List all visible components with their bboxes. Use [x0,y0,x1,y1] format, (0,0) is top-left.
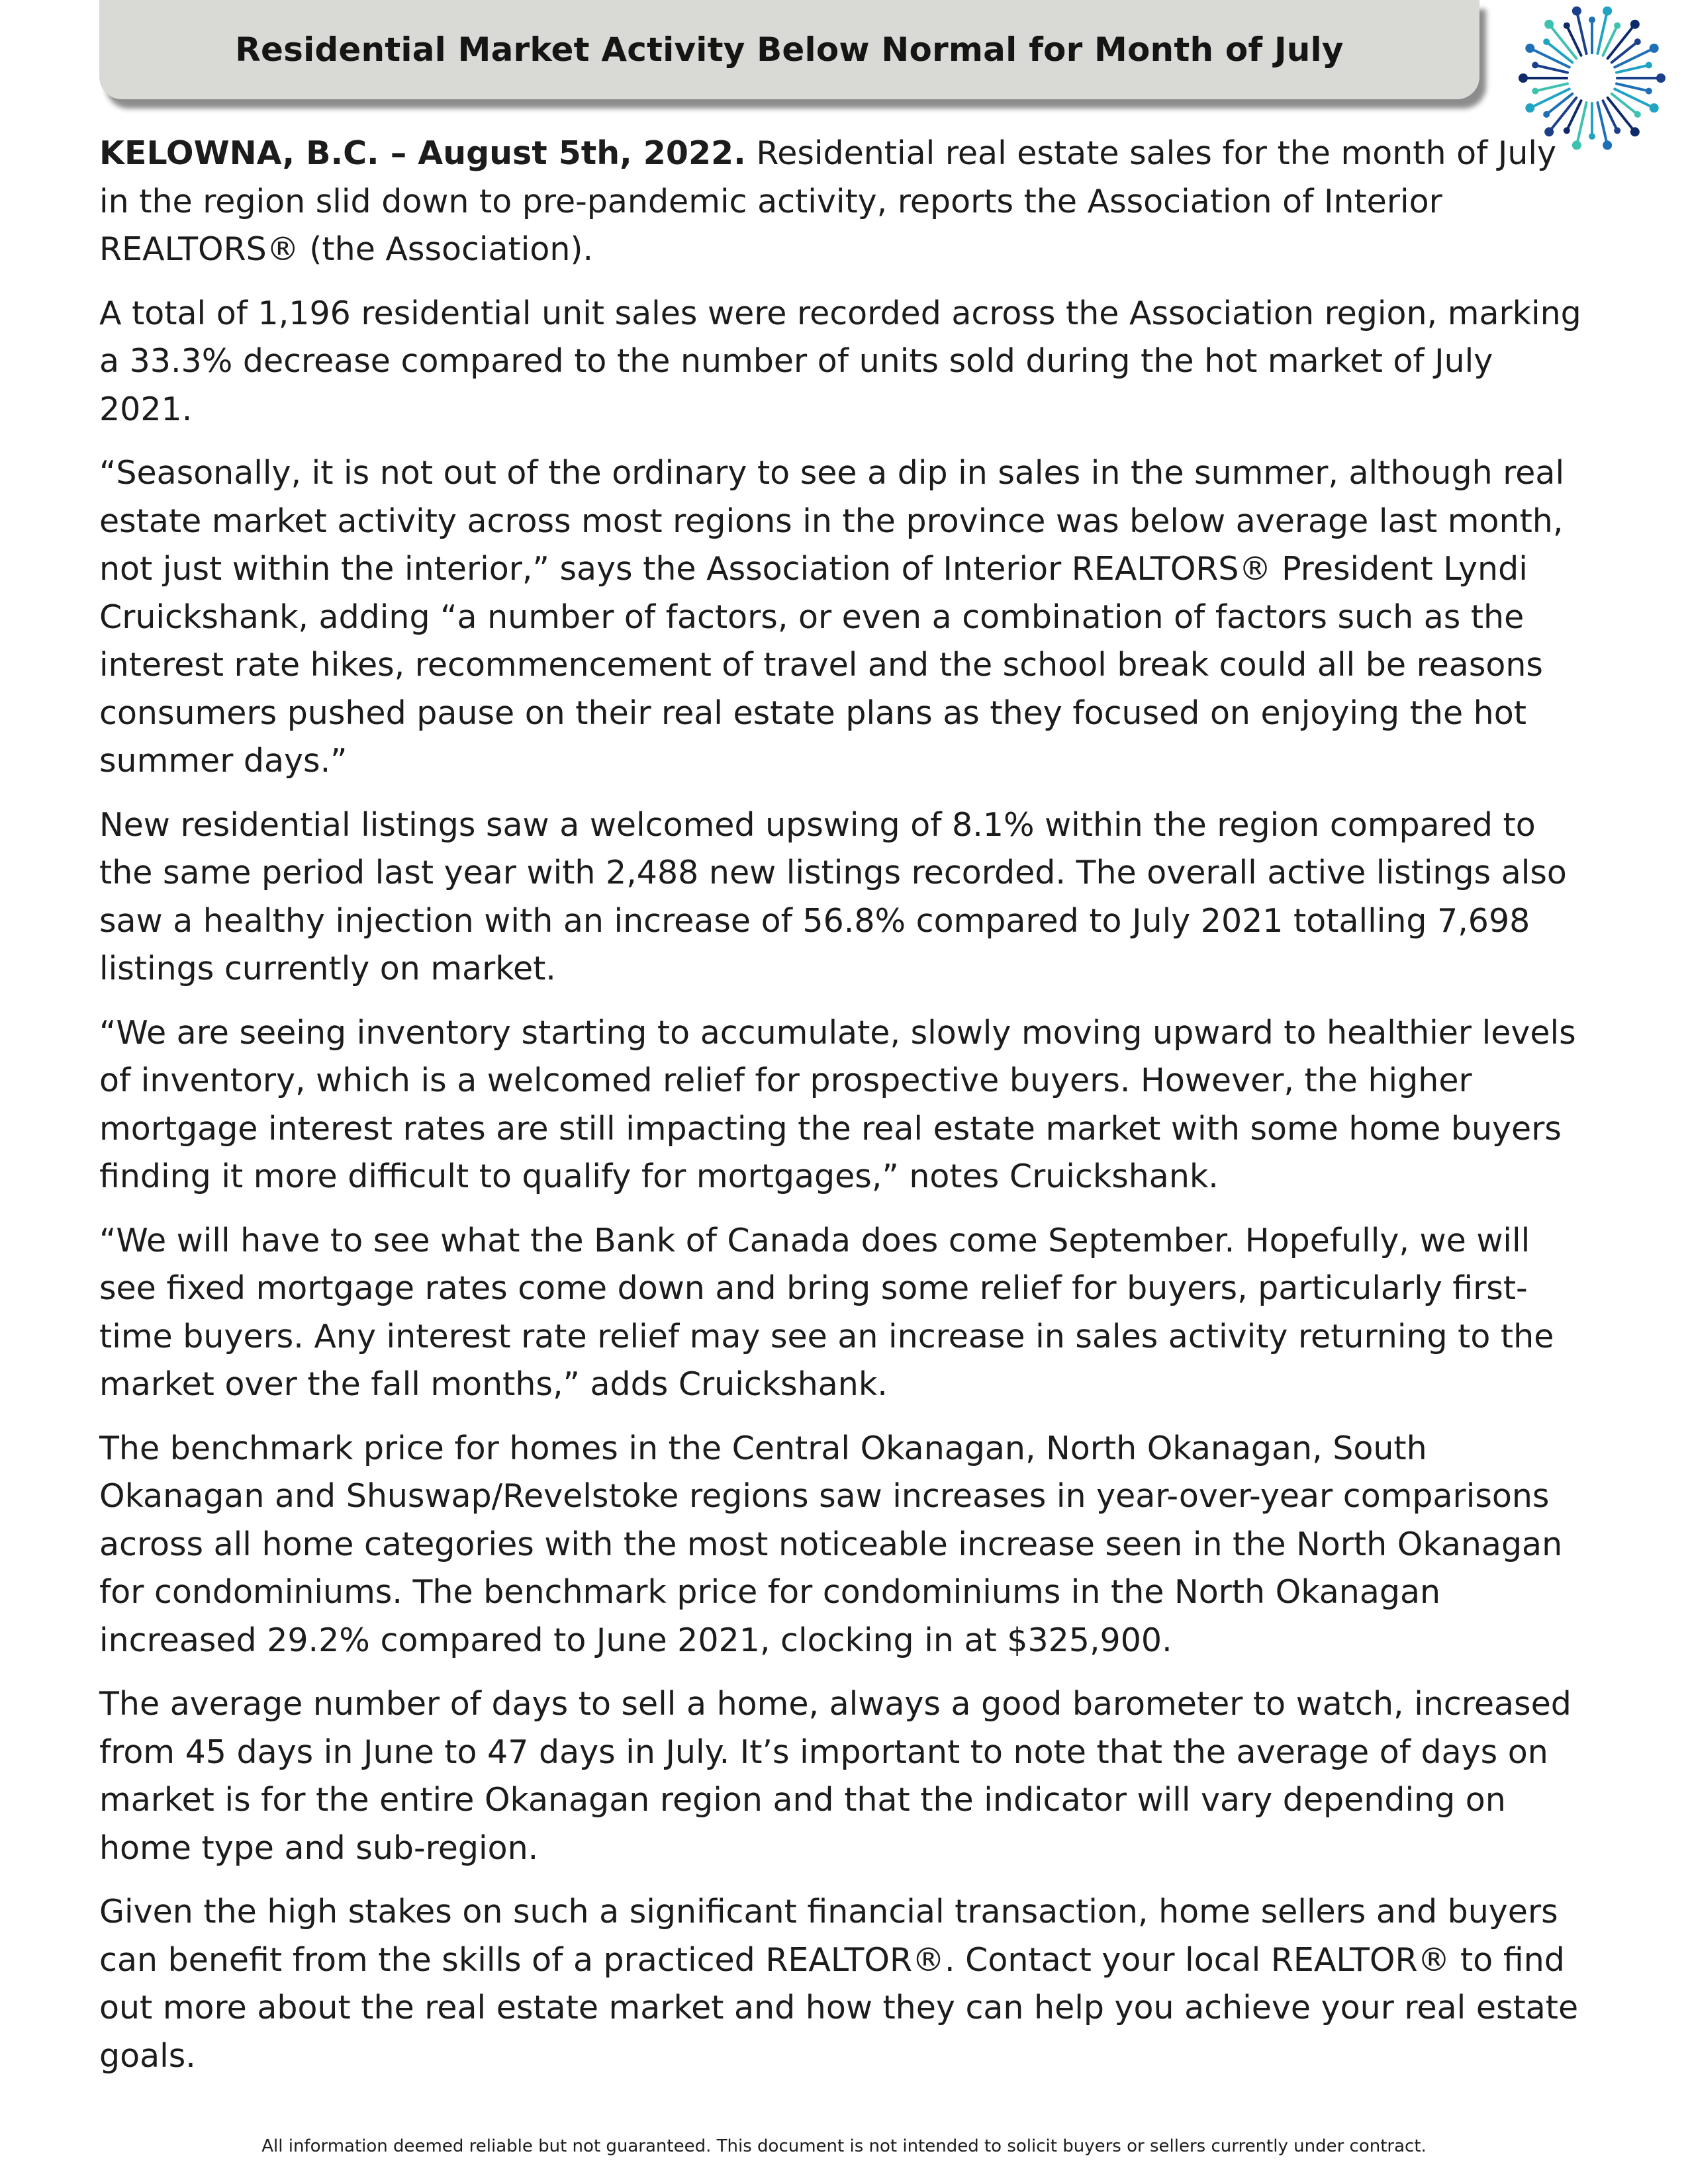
page-title: Residential Market Activity Below Normal for Month of July [235,30,1344,69]
logo-ray [1617,65,1649,72]
logo-dot [1614,127,1620,134]
logo-dot [1589,17,1595,23]
logo-dot [1544,20,1554,29]
logo-dot [1614,23,1620,29]
article-paragraph-3: “Seasonally, it is not out of the ordinary to see a dip in sales in the summer, although real estate market activity across most regions in the province was below average last month, not just within the interior,” says the Association of Interior REALTORS® President Lyndi Cruickshank, adding “a number of factors, or even a combination of factors such as the interest rate hikes, recommencement of travel and the school break could all be reasons consumers pushed pause on their real estate plans as they focused on enjoying the hot summer days.” [99,454,1565,780]
logo-dot [1650,44,1659,53]
logo-dot [1532,62,1538,68]
article-paragraph-1 [99,130,1595,274]
article-paragraph-6: “We will have to see what the Bank of Canada does come September. Hopefully, we will see fixed mortgage rates come down and bring some relief for buyers, particularly first-time buyers. Any interest rate relief may see an increase in sales activity returning to the market over the fall months,” adds Cruickshank. [99,1221,1554,1403]
footer-disclaimer: All information deemed reliable but not guaranteed. This document is not intended to solicit buyers or sellers currently under contract. [261,2136,1427,2156]
logo-dot [1630,127,1640,136]
article-paragraph-7: The benchmark price for homes in the Central Okanagan, North Okanagan, South Okanagan and Shuswap/Revelstoke regions saw increases in year-over-year comparisons across all home categories with the most noticeable increase seen in the North Okanagan for condominiums. The benchmark price for condominiums in the North Okanagan increased 29.2% compared to June 2021, clocking in at $325,900. [99,1429,1563,1659]
logo-dot [1519,73,1528,83]
logo-dot [1564,23,1570,29]
logo-dot [1543,38,1550,45]
logo-ray [1535,83,1568,91]
article-paragraph-9: Given the high stakes on such a significant financial transaction, home sellers and buyers can benefit from the skills of a practiced REALTOR®. Contact your local REALTOR® to find out more about the real estate market and how they can help you achieve your real estate goals. [99,1893,1579,2075]
logo-dot [1572,7,1581,16]
logo-dot [1532,88,1538,95]
article-paragraph-1-text: Residential real estate sales for the month of July in the region slid down to pre-pandemic activity, reports the Association of Interior REALTORS® (the Association). [99,134,1557,268]
logo-dot [1603,7,1612,16]
logo-dot [1646,62,1652,68]
logo-dot [1543,111,1550,118]
article-paragraph-4: New residential listings saw a welcomed upswing of 8.1% within the region compared to the same period last year with 2,488 new listings recorded. The overall active listings also saw a healthy injection with an increase of 56.8% compared to July 2021 totalling 7,698 listings currently on market. [99,805,1567,987]
logo-ray [1617,83,1649,91]
logo-ray [1535,65,1568,72]
header-banner [99,0,1479,99]
logo-dot [1630,20,1640,29]
logo-dot [1634,38,1641,45]
logo-dot [1656,73,1665,83]
logo-dot [1603,140,1612,150]
logo-dot [1525,44,1534,53]
article-paragraph-2: A total of 1,196 residential unit sales were recorded across the Association region, marking a 33.3% decrease compared to the number of units sold during the hot market of July 2021. [99,294,1581,428]
article-dateline: KELOWNA, B.C. – August 5th, 2022. [99,134,746,172]
article-paragraph-5: “We are seeing inventory starting to accumulate, slowly moving upward to healthier levels of inventory, which is a welcomed relief for prospective buyers. However, the higher mortgage interest rates are still impacting the real estate market with some home buyers finding it more difficult to qualify for mortgages,” notes Cruickshank. [99,1013,1576,1195]
logo-dot [1650,103,1659,113]
logo-dot [1525,103,1534,113]
logo-dot [1634,111,1641,118]
logo-dot [1646,88,1652,95]
article-paragraph-8: The average number of days to sell a home, always a good barometer to watch, increased from 45 days in June to 47 days in July. It’s important to note that the average of days on market is for the entire Okanagan region and that the indicator will vary depending on home type and sub-region. [99,1685,1571,1867]
article-body [99,130,1595,2096]
